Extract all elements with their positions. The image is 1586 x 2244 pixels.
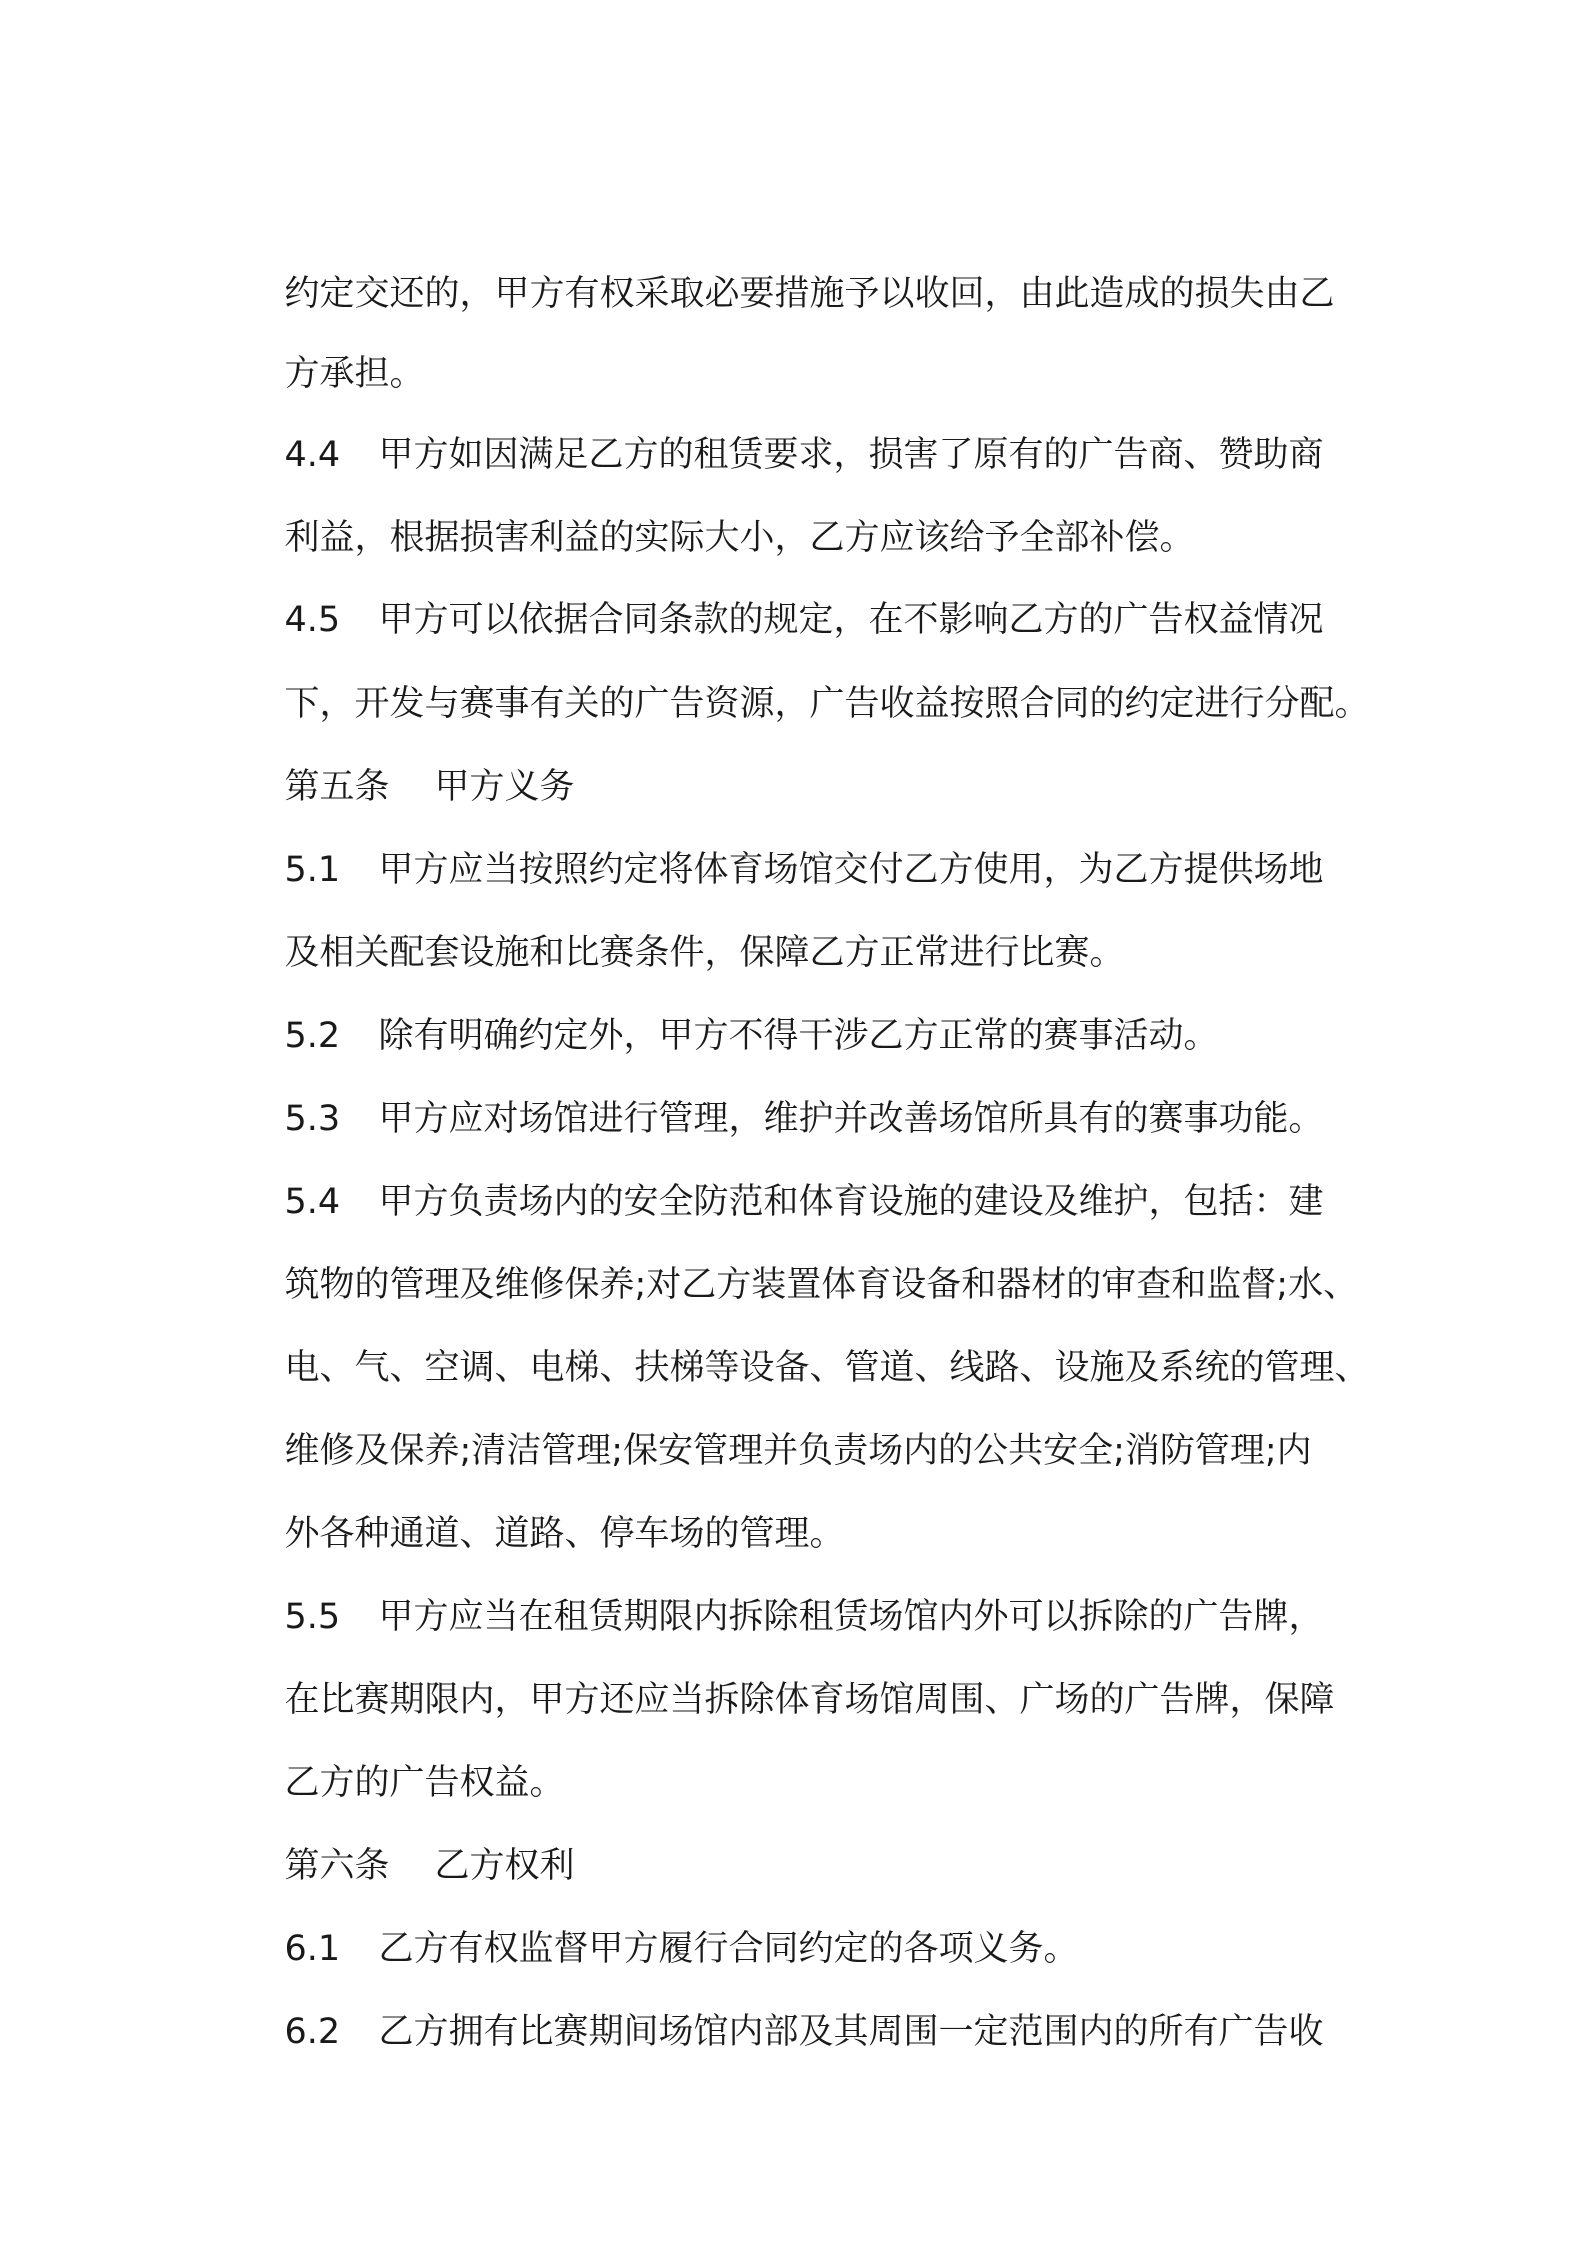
clause-4-5: [240, 530, 1324, 640]
clause-5-2: [240, 946, 1219, 1056]
clause-text: 乙方拥有比赛期间场馆内部及其周围一定范围内的所有广告收: [378, 2012, 1324, 2052]
article-heading-5: [240, 697, 575, 807]
article-title: 乙方权利: [434, 1846, 575, 1886]
clause-number: 5.3: [284, 1099, 341, 1139]
clause-text: 除有明确约定外，甲方不得干涉乙方正常的赛事活动。: [378, 1016, 1219, 1056]
clause-4-4: [240, 365, 1324, 475]
clause-number: 5.1: [284, 850, 341, 890]
body-text-line: 在比赛期限内，甲方还应当拆除体育场馆周围、广场的广告牌，保障: [284, 1680, 1335, 1720]
clause-text: 甲方应当按照约定将体育场馆交付乙方使用，为乙方提供场地: [378, 850, 1324, 890]
body-text-line: 约定交还的，甲方有权采取必要措施予以收回，由此造成的损失由乙: [284, 274, 1335, 314]
article-title: 甲方义务: [434, 767, 575, 807]
clause-text: 甲方应对场馆进行管理，维护并改善场馆所具有的赛事功能。: [378, 1099, 1324, 1139]
clause-number: 5.2: [284, 1016, 341, 1056]
clause-5-1: [240, 780, 1324, 890]
body-text-line: 利益，根据损害利益的实际大小，乙方应该给予全部补偿。: [284, 518, 1195, 558]
clause-number: 6.1: [284, 1929, 341, 1969]
article-number: 第五条: [284, 767, 390, 807]
clause-number: 4.5: [284, 600, 341, 640]
clause-text: 甲方如因满足乙方的租赁要求，损害了原有的广告商、赞助商: [378, 435, 1324, 475]
article-heading-6: [240, 1776, 575, 1886]
body-text-line: 电、气、空调、电梯、扶梯等设备、管道、线路、设施及系统的管理、: [284, 1348, 1370, 1388]
clause-text: 甲方可以依据合同条款的规定，在不影响乙方的广告权益情况: [378, 600, 1324, 640]
clause-text: 乙方有权监督甲方履行合同约定的各项义务。: [378, 1929, 1079, 1969]
body-text-line: 下，开发与赛事有关的广告资源，广告收益按照合同的约定进行分配。: [284, 684, 1370, 724]
clause-number: 6.2: [284, 2012, 341, 2052]
clause-number: 5.4: [284, 1182, 341, 1222]
clause-6-1: [240, 1859, 1079, 1969]
clause-5-4: [240, 1112, 1324, 1222]
clause-5-5: [240, 1527, 1324, 1637]
clause-6-2: [240, 1942, 1324, 2052]
body-text-line: 维修及保养;清洁管理;保安管理并负责场内的公共安全;消防管理;内: [284, 1431, 1312, 1471]
clause-text: 甲方应当在租赁期限内拆除租赁场馆内外可以拆除的广告牌，: [378, 1597, 1324, 1637]
article-number: 第六条: [284, 1846, 390, 1886]
clause-number: 5.5: [284, 1597, 341, 1637]
body-text-line: 外各种通道、道路、停车场的管理。: [284, 1514, 845, 1554]
clause-number: 4.4: [284, 435, 341, 475]
body-text-line: 方承担。: [284, 354, 425, 394]
body-text-line: 及相关配套设施和比赛条件，保障乙方正常进行比赛。: [284, 933, 1125, 973]
body-text-line: 筑物的管理及维修保养;对乙方装置体育设备和器材的审查和监督;水、: [284, 1265, 1359, 1305]
clause-5-3: [240, 1029, 1324, 1139]
body-text-line: 乙方的广告权益。: [284, 1763, 565, 1803]
clause-text: 甲方负责场内的安全防范和体育设施的建设及维护，包括：建: [378, 1182, 1324, 1222]
